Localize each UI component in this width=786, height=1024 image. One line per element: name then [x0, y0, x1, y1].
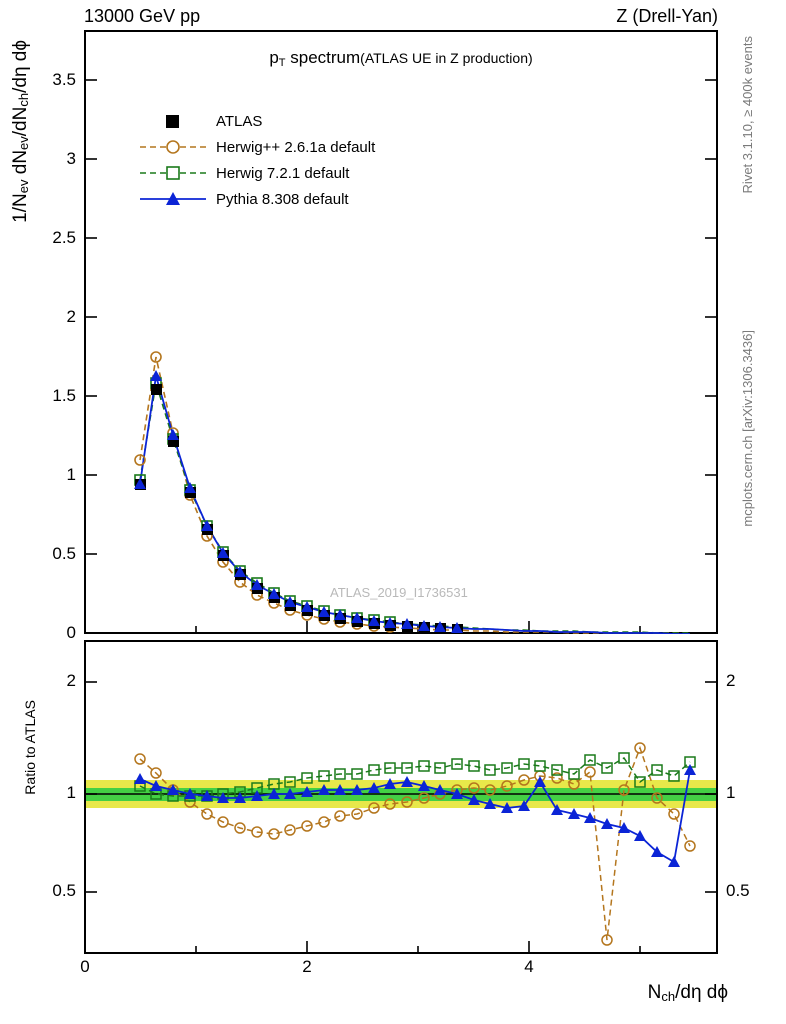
main-ytick-2: 2 — [66, 307, 76, 326]
header-beam-label: 13000 GeV pp — [84, 6, 201, 26]
legend-marker-atlas — [138, 110, 208, 132]
ratio-ytick-05-right: 0.5 — [726, 881, 750, 900]
main-ytick-25: 2.5 — [52, 228, 76, 247]
legend-marker-pythia — [138, 188, 208, 210]
plot-title-pt: $p_T$ spectrum — [269, 48, 361, 69]
xtick-4: 4 — [524, 957, 534, 976]
ratio-markers-pythia — [134, 764, 696, 867]
header-process-label: Z (Drell-Yan) — [616, 6, 718, 26]
side-caption-mcplots: mcplots.cern.ch [arXiv:1306.3436] — [740, 330, 755, 527]
legend-item-herwig7 — [138, 160, 375, 186]
ratio-plot-svg — [84, 640, 718, 954]
x-axis-label: Nch/dη dϕ — [647, 982, 728, 1004]
legend-marker-herwigpp — [138, 136, 208, 158]
plot-title-paren: (ATLAS UE in Z production) — [360, 50, 533, 66]
legend-label-herwigpp: Herwig++ 2.6.1a default — [216, 138, 376, 156]
xtick-0: 0 — [80, 957, 90, 976]
ratio-y-axis-label: Ratio to ATLAS — [22, 700, 38, 795]
xtick-2: 2 — [302, 957, 312, 976]
analysis-watermark: ATLAS_2019_I1736531 — [330, 585, 468, 600]
main-ytick-0: 0 — [66, 623, 76, 642]
main-ytick-05: 0.5 — [52, 544, 76, 563]
legend — [138, 108, 375, 212]
legend-label-herwig7: Herwig 7.2.1 default — [216, 164, 350, 182]
ratio-ytick-1-right: 1 — [726, 783, 736, 802]
ratio-line-herwigpp — [140, 748, 690, 940]
legend-label-atlas: ATLAS — [216, 112, 263, 130]
main-ytick-35: 3.5 — [52, 70, 76, 89]
ratio-ytick-2-right: 2 — [726, 671, 736, 690]
ratio-ytick-2-left: 2 — [66, 671, 76, 690]
legend-marker-herwig7 — [138, 162, 208, 184]
ratio-ytick-05-left: 0.5 — [52, 881, 76, 900]
legend-label-pythia: Pythia 8.308 default — [216, 190, 349, 208]
side-caption-rivet: Rivet 3.1.10, ≥ 400k events — [740, 36, 755, 194]
main-y-axis-label: 1/Nev dNev/dNch/dη dϕ — [10, 40, 31, 223]
main-ytick-1: 1 — [66, 465, 76, 484]
legend-item-pythia — [138, 186, 375, 212]
main-ytick-3: 3 — [66, 149, 76, 168]
legend-item-herwigpp — [138, 134, 375, 160]
legend-item-atlas — [138, 108, 375, 134]
ratio-ytick-1-left: 1 — [66, 783, 76, 802]
main-ytick-15: 1.5 — [52, 386, 76, 405]
